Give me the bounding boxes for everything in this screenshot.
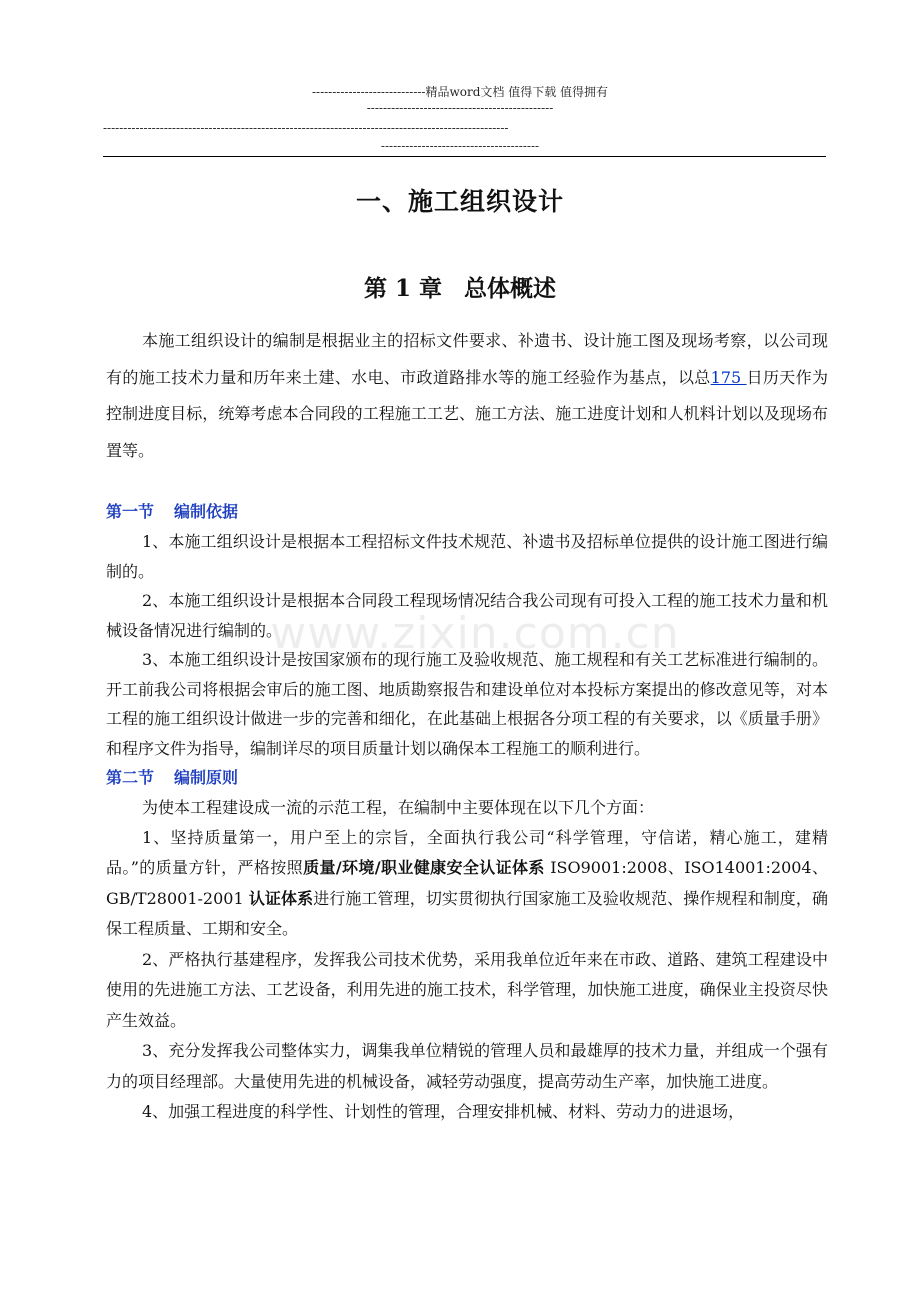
basis-item-2: 2、本施工组织设计是根据本合同段工程现场情况结合我公司现有可投入工程的施工技术力量和机械设备情况进行编制的。 [106, 591, 828, 640]
principle-text: 进行施工管理，切实贯彻执行国家施工及验收规范、操作规程和制度，确保工程质量、工期和安全。 [106, 888, 828, 938]
document-title: 一、施工组织设计 [355, 187, 564, 216]
intro-paragraph [106, 323, 828, 469]
chapter-name: 总体概述 [464, 275, 557, 302]
section-title: 编制原则 [174, 768, 239, 787]
header-rule [103, 156, 826, 157]
principle-emphasis: 质量/环境/职业健康安全认证体系 [303, 858, 545, 877]
section-heading-basis [106, 497, 828, 527]
principle-item-2: 2、严格执行基建程序，发挥我公司技术优势，采用我单位近年来在市政、道路、建筑工程建设中使用的先进施工方法、工艺设备，利用先进的施工技术，科学管理，加快施工进度，确保业主投资尽快产生效益。 [106, 949, 828, 1030]
header-banner: ----------------------------精品word文档 值得下载 值得拥有 [311, 85, 609, 99]
header-dash-line: ---------------------------------------------- [366, 101, 554, 115]
header-dash-line-short: --------------------------------------- [380, 139, 540, 153]
principle-item-4: 4、加强工程进度的科学性、计划性的管理，合理安排机械、材料、劳动力的进退场， [142, 1102, 745, 1121]
section-title: 编制依据 [174, 502, 239, 521]
principle-standards: ISO9001:2008、ISO14001:2004、GB/T28001-2001 [106, 858, 828, 908]
intro-text-start: 本施工组织设计的编制是根据业主的招标文件要求、补遗书、设计施工图及现场考察，以公司现有的施工技术力量和历年来土建、水电、市政道路排水等的施工经验作为基点，以总 [106, 331, 828, 387]
principle-emphasis: 认证体系 [248, 888, 314, 908]
chapter-number: 第 1 章 [363, 275, 443, 302]
duration-link[interactable]: 175 [710, 367, 747, 387]
header-dash-line-long: ---------------------------------------------------------------------------------------------------- [103, 121, 509, 135]
section-number: 第一节 [106, 502, 155, 521]
section-heading-principles [106, 763, 828, 793]
section-number: 第二节 [106, 768, 155, 787]
chapter-heading [0, 270, 920, 308]
document-body [106, 497, 828, 1128]
principles-intro: 为使本工程建设成一流的示范工程，在编制中主要体现在以下几个方面： [142, 798, 655, 817]
principle-item-1 [106, 823, 828, 945]
intro-text-end: 日历天作为控制进度目标，统筹考虑本合同段的工程施工工艺、施工方法、施工进度计划和人机料计划以及现场布置等。 [106, 367, 828, 460]
basis-item-1: 1、本施工组织设计是根据本工程招标文件技术规范、补遗书及招标单位提供的设计施工图进行编制的。 [106, 532, 828, 581]
watermark: www.zixin.com.cn [270, 608, 680, 659]
principle-text: 1、坚持质量第一，用户至上的宗旨，全面执行我公司“科学管理，守信诺，精心施工，建精品。”的质量方针，严格按照 [106, 827, 828, 877]
principle-item-3: 3、充分发挥我公司整体实力，调集我单位精锐的管理人员和最雄厚的技术力量，并组成一个强有力的项目经理部。大量使用先进的机械设备，减轻劳动强度，提高劳动生产率，加快施工进度。 [106, 1041, 828, 1091]
basis-item-3: 3、本施工组织设计是按国家颁布的现行施工及验收规范、施工规程和有关工艺标准进行编制的。开工前我公司将根据会审后的施工图、地质勘察报告和建设单位对本投标方案提出的修改意见等，对本工程的施工组织设计做进一步的完善和细化，在此基础上根据各分项工程的有关要求，以《质量手册》和程序文件为指导，编制详尽的项目质量计划以确保本工程施工的顺利进行。 [106, 650, 828, 758]
